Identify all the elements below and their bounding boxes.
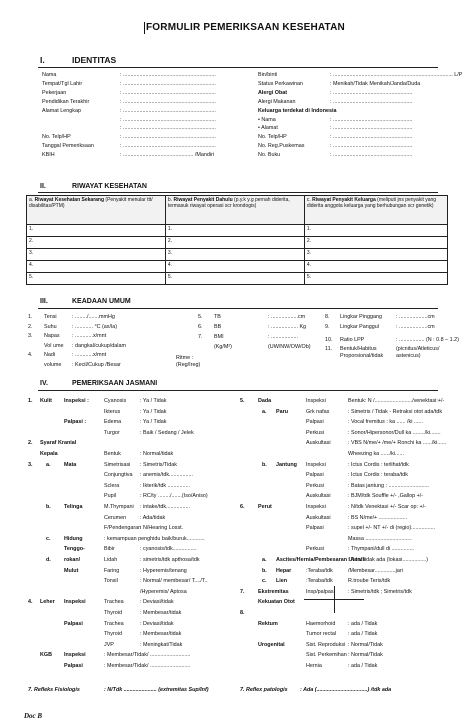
ku-number: 1. xyxy=(28,314,33,320)
jasmani-item: Cerumen xyxy=(104,514,127,521)
jasmani-region: b. xyxy=(262,461,267,468)
jasmani-value: : simetris/tdk apthosa/tdk xyxy=(140,557,200,563)
jasmani-region: Kepala xyxy=(40,451,58,457)
ku-number: 6. xyxy=(198,324,203,330)
riwayat-col-1-header: a. Riwayat Kesehatan Sekarang (Penyakit menular ttt/ disabilitas/PTM) xyxy=(27,196,166,225)
jasmani-region: Perut xyxy=(258,504,272,510)
section-1-title: IDENTITAS xyxy=(72,55,117,65)
jasmani-subregion: Inspeksi xyxy=(64,652,86,659)
riwayat-cell[interactable]: 4. xyxy=(304,261,447,273)
jasmani-value: : Normal/Tidak xyxy=(348,652,383,659)
jasmani-region: b. xyxy=(46,504,51,510)
jasmani-value: : RC/ty ......../.......(Iso/Aniso) xyxy=(140,493,208,500)
ku-label: TB xyxy=(214,314,221,320)
jasmani-region: d. xyxy=(46,557,51,563)
jasmani-item: Grk nafas xyxy=(306,408,330,415)
jasmani-value: : Ictus Cordis : teraba/tdk xyxy=(348,472,408,479)
riwayat-cell[interactable]: 5. xyxy=(304,273,447,285)
riwayat-cell[interactable]: 1. xyxy=(165,225,304,237)
ku-value: astenicus) xyxy=(396,353,421,359)
jasmani-subregion: Palpasi xyxy=(64,620,83,627)
jasmani-number: 7. xyxy=(240,588,245,595)
ku-label: Bentuk/Habitus xyxy=(340,346,377,352)
identitas-right-label: • Nama xyxy=(258,116,276,123)
riwayat-table xyxy=(26,195,448,285)
jasmani-value: : Normal/Tidak xyxy=(348,641,383,648)
jasmani-value: /Hyperemis/ Aptosa xyxy=(140,588,187,595)
identitas-left-label: Nama xyxy=(42,72,57,78)
jasmani-value: : Vocal fremitus : ka ...... /ki ...... xyxy=(348,419,423,426)
jasmani-value: : N/tdk Venektasi +/- Scar op: +/- xyxy=(348,504,426,510)
jasmani-value: : ada / Tidak xyxy=(348,620,378,627)
jasmani-value: : Ya / Tidak xyxy=(140,398,167,404)
identitas-right-value: : ..................................................... xyxy=(330,98,413,105)
riwayat-cell[interactable]: 5. xyxy=(165,273,304,285)
identitas-right-value: : ..................................................... xyxy=(330,125,413,132)
section-4-number: IV. xyxy=(40,380,48,387)
jasmani-number: 4. xyxy=(28,599,33,606)
ku-label: Proporsional/tidak xyxy=(340,353,384,359)
identitas-right-label: Bin/binti xyxy=(258,72,278,78)
jasmani-item: Auskultasi xyxy=(306,514,331,521)
jasmani-value: : supel +/- NT +/- di (regio)................ xyxy=(348,525,436,532)
jasmani-value: : anemis/tdk................ xyxy=(140,472,194,479)
jasmani-item: Faring xyxy=(104,567,120,574)
jasmani-value: R.troube Teris/tdk xyxy=(348,578,391,585)
jasmani-region: Syaraf Kranial xyxy=(40,440,77,447)
jasmani-value: : ada / Tidak xyxy=(348,631,378,638)
jasmani-region: Ekstremitas xyxy=(258,588,289,595)
jasmani-value: : Baik / Sedang / Jelek xyxy=(140,429,194,436)
jasmani-item: Sist. Perkemihan xyxy=(306,652,347,659)
section-4-rule xyxy=(38,390,438,391)
jasmani-item: Sist. Reproduksi xyxy=(306,641,346,648)
jasmani-subregion: Inspeksi xyxy=(64,599,86,606)
jasmani-item: Inspeksi xyxy=(306,398,326,404)
ku-label: Ratio LPP xyxy=(340,337,365,343)
ku-label: Lingkar Panggul xyxy=(340,324,379,330)
section-1-number: I. xyxy=(40,55,45,65)
jasmani-value: : Membesar/tidak xyxy=(140,610,182,616)
identitas-left-label: Tempat/Tgl Lahir xyxy=(42,80,83,87)
identitas-right-value: : ..................................................... xyxy=(330,152,413,159)
jasmani-item: Palpasi xyxy=(306,419,324,426)
refleks-patologis-label: 7. Reflex patologis xyxy=(240,687,288,693)
section-2-rule xyxy=(38,192,438,193)
jasmani-region: Kulit xyxy=(40,398,52,404)
jasmani-region: c. xyxy=(46,535,51,542)
ku-value: (picnitus/Atleticus/ xyxy=(396,346,440,352)
identitas-left-value: : .............................................................. xyxy=(120,134,216,141)
jasmani-item: Perkusi xyxy=(306,429,324,436)
ku-value: : ...................cm xyxy=(396,314,435,320)
identitas-right-label: No. Reg.Puskemas xyxy=(258,143,305,150)
jasmani-value: : intake/tdk................ xyxy=(140,504,191,510)
ku-value: : ......../.......mmHg xyxy=(72,314,115,320)
jasmani-item: : Membesar/Tidak/ ........................... xyxy=(104,652,191,659)
jasmani-number: 2. xyxy=(28,440,33,447)
ku-number: 11. xyxy=(325,346,333,352)
jasmani-value: : Ada/tidak xyxy=(140,514,166,521)
jasmani-region: a. xyxy=(262,408,267,415)
jasmani-item: Thyroid xyxy=(104,610,122,616)
jasmani-value: : Normal/ membesar/ T..../T.. xyxy=(140,578,208,585)
jasmani-value: : BS N/me/+ ................... xyxy=(348,514,408,521)
jasmani-item: Inspeksi xyxy=(306,504,326,510)
ku-value: : .................. xyxy=(268,334,298,340)
jasmani-subregion: Lien xyxy=(276,578,288,585)
jasmani-region: Dada xyxy=(258,398,272,404)
jasmani-number: 3. xyxy=(28,461,33,468)
identitas-left-value: : .............................................................. xyxy=(120,80,216,87)
jasmani-item: Insp/palpasi xyxy=(306,588,335,595)
identitas-right-label: Keluarga terdekat di Indonesia xyxy=(258,107,337,114)
ku-number: 3. xyxy=(28,333,33,340)
jasmani-item: Inspeksi xyxy=(306,461,326,468)
jasmani-item: Edema xyxy=(104,419,122,426)
jasmani-subregion: Ascites/Hernia/Pembesaran Uterus xyxy=(276,557,366,563)
section-3-title: KEADAAN UMUM xyxy=(72,298,131,305)
ku-number: 4. xyxy=(28,352,33,359)
jasmani-region: Kekuatan Otot xyxy=(258,599,295,606)
section-1-rule xyxy=(38,67,438,68)
identitas-left-value: : .............................................................. xyxy=(120,98,216,105)
ku-number: 2. xyxy=(28,323,33,330)
riwayat-col-2-header: b. Riwayat Penyakit Dahulu (p.y.k y.g pernah diderita, termasuk riwayat operasi scr krondogis) xyxy=(165,196,304,225)
riwayat-cell[interactable]: 1. xyxy=(304,225,447,237)
jasmani-value: : Ada/Tidak ada (lokasi................) xyxy=(348,557,429,563)
identitas-right-value: : ..................................................... xyxy=(330,134,413,141)
jasmani-item: Pupil xyxy=(104,493,116,500)
jasmani-region: a. xyxy=(46,461,51,468)
section-3-number: III. xyxy=(40,298,48,305)
jasmani-item: Sclera xyxy=(104,482,120,489)
jasmani-number: 8. xyxy=(240,610,245,616)
identitas-right-value: : ..................................................... xyxy=(330,116,413,123)
jasmani-value: : Hyperemis/tenang xyxy=(140,567,187,574)
riwayat-cell[interactable]: 3. xyxy=(304,249,447,261)
jasmani-value: : Deviasi/tidak xyxy=(140,599,174,606)
jasmani-region: c. xyxy=(262,578,267,585)
identitas-right-label: Status Perkawinan xyxy=(258,80,303,87)
riwayat-cell[interactable]: 3. xyxy=(165,249,304,261)
jasmani-item: Thyroid xyxy=(104,631,122,638)
identitas-left-value: : .............................................................. xyxy=(120,89,216,96)
ku-value: (UW/NW/OW/Ob) xyxy=(268,344,311,350)
jasmani-value: : Ya / Tidak xyxy=(140,419,167,426)
jasmani-number: 6. xyxy=(240,504,245,510)
ku-number: 9. xyxy=(325,324,330,330)
identitas-right-label: • Alamat xyxy=(258,125,278,132)
jasmani-value: : cyanosis/tdk................ xyxy=(140,546,197,553)
jasmani-item: Lidah xyxy=(104,557,118,563)
jasmani-value: Wheezing ka ....../ki...... xyxy=(348,451,405,457)
identitas-right-label: Alergi Makanan xyxy=(258,98,296,105)
jasmani-region: Leher xyxy=(40,599,55,606)
jasmani-item: Trachea xyxy=(104,620,124,627)
ku-label: Suhu xyxy=(44,323,57,330)
identitas-left-label: Tanggal Pemeriksaan xyxy=(42,143,94,150)
jasmani-subregion: Tenggo- xyxy=(64,546,85,553)
riwayat-cell[interactable]: 4. xyxy=(27,261,166,273)
jasmani-value: Massa ............................... xyxy=(348,535,412,542)
riwayat-cell[interactable]: 2. xyxy=(165,237,304,249)
identitas-left-label: Pendidikan Terakhir xyxy=(42,98,90,105)
ku-label: Lingkar Pinggang xyxy=(340,314,382,320)
identitas-left-label: No. Telp/HP xyxy=(42,134,71,141)
jasmani-value: /Membesar..............jari xyxy=(348,567,403,574)
ritme-label: Ritme : xyxy=(176,355,194,361)
section-2-title: RIWAYAT KESEHATAN xyxy=(72,183,147,190)
riwayat-col-3-header: c. Riwayat Penyakit Keluarga (meliputi jns penyakit yang diderita anggota keluarga yang berhubungan scr genetik) xyxy=(304,196,447,225)
jasmani-item: Hernia xyxy=(306,663,322,669)
identitas-right-label: No. Buku xyxy=(258,152,281,159)
riwayat-cell[interactable]: 2. xyxy=(304,237,447,249)
identitas-left-label: KBIH xyxy=(42,152,55,159)
refleks-patologis-value: : Ada (..................................) /tdk ada xyxy=(300,687,392,693)
ku-label: BB xyxy=(214,324,222,330)
riwayat-cell[interactable]: 1. xyxy=(27,225,166,237)
jasmani-item: M.Thympani xyxy=(104,504,134,510)
identitas-left-value: : ............................................... /Mandiri xyxy=(120,152,215,159)
identitas-left-value: : .............................................................. xyxy=(120,116,216,123)
identitas-left-label: Alamat Lengkap xyxy=(42,107,81,114)
jasmani-value: : Deviasi/tidak xyxy=(140,620,174,627)
ku-number: 7. xyxy=(198,334,203,340)
identitas-right-value: : ..................................................... xyxy=(330,143,413,150)
jasmani-subregion: Hidung xyxy=(64,535,83,542)
form-title: FORMULIR PEMERIKSAAN KESEHATAN xyxy=(146,22,345,33)
identitas-left-value: : .............................................................. xyxy=(120,143,216,150)
jasmani-item: Perkusi xyxy=(306,482,324,489)
ku-label: Tensi xyxy=(44,314,57,320)
ku-value: : .................. Kg xyxy=(268,324,307,330)
jasmani-value: : ada / Tidak xyxy=(348,663,378,669)
jasmani-value: : VBS N/me/+ /me/+ Ronchi ka ....../ki...... xyxy=(348,440,447,447)
jasmani-value: : Ya / Tidak xyxy=(140,408,167,415)
jasmani-item: Turgor xyxy=(104,429,120,436)
jasmani-subregion: Hepar xyxy=(276,567,292,574)
jasmani-item: :Teraba/tdk xyxy=(306,567,333,574)
identitas-right-label: No. Telp/HP xyxy=(258,134,287,141)
ku-value: : ............x/mnt xyxy=(72,352,107,359)
title-cursor xyxy=(144,22,145,34)
ku-number: 8. xyxy=(325,314,330,320)
jasmani-value: : Ictus Cordis : terlihat/tdk xyxy=(348,461,409,468)
jasmani-subregion: Mata xyxy=(64,461,77,468)
jasmani-item: Auskultasi xyxy=(306,440,331,447)
jasmani-value: : Simetris/Tidak xyxy=(140,461,177,468)
jasmani-value: : Membesar/tidak xyxy=(140,631,182,638)
jasmani-item: F/Pendengaran xyxy=(104,525,142,532)
jasmani-region: KGB xyxy=(40,652,52,659)
ku-value: : ................. (N : 0.8 – 1.2) xyxy=(396,337,459,343)
jasmani-subregion: Palpasi : xyxy=(64,419,87,426)
jasmani-region: Urogenital xyxy=(258,641,285,648)
jasmani-item: Ikterus xyxy=(104,408,121,415)
refleks-fisiologis-value: : N/Tdk ...................... (extremitas Sup/Inf) xyxy=(104,687,209,693)
jasmani-subregion: Jantung xyxy=(276,461,297,468)
identitas-right-value: : ..................................................... xyxy=(330,89,413,96)
jasmani-item: Cyanosis xyxy=(104,398,127,404)
jasmani-item: Tumor rectal xyxy=(306,631,337,638)
ku-label: Napas xyxy=(44,333,60,340)
kekuatan-otot-cross-v xyxy=(334,586,335,613)
jasmani-value: : N/Hearing Losst. xyxy=(140,525,184,532)
riwayat-cell[interactable]: 4. xyxy=(165,261,304,273)
jasmani-value: Bentuk: N /........................./venektasi:+/- xyxy=(348,398,445,404)
jasmani-item: Conjungtiva xyxy=(104,472,133,479)
jasmani-item: Palpasi xyxy=(306,472,324,479)
identitas-right-value: : Menikah/Tidak Menikah/Janda/Duda xyxy=(330,80,421,87)
jasmani-item: Simetrisasi xyxy=(104,461,131,468)
jasmani-value: : Batas jantung : ........................... xyxy=(348,482,429,489)
identitas-left-value: : .............................................................. xyxy=(120,125,216,132)
ritme-value: (Reg/Ireg) xyxy=(176,362,201,368)
jasmani-item: : Membesar/Tidak/ ........................... xyxy=(104,663,191,669)
ku-label: Nadi xyxy=(44,352,56,359)
jasmani-subregion: Paru xyxy=(276,408,288,415)
identitas-left-value: : .............................................................. xyxy=(120,72,216,78)
jasmani-item: Perkusi xyxy=(306,546,324,553)
ku-value: : ...................cm xyxy=(396,324,435,330)
jasmani-region: b. xyxy=(262,567,267,574)
jasmani-subregion: Palpasi xyxy=(64,663,83,669)
jasmani-value: : Simetris/tdk ; Simetris/tdk xyxy=(348,588,412,595)
jasmani-item: Bentuk xyxy=(104,451,121,457)
jasmani-subregion: Telinga xyxy=(64,504,83,510)
jasmani-item: Haemorhoid xyxy=(306,620,336,627)
footer-doc-label: Doc B xyxy=(24,712,43,720)
riwayat-cell[interactable]: 5. xyxy=(27,273,166,285)
ku-label: (Kg/M²) xyxy=(214,344,232,350)
jasmani-subregion: rokan/ xyxy=(64,557,81,563)
jasmani-subregion: Mulut xyxy=(64,567,79,574)
ku-value: : ............ °C (ax/la) xyxy=(72,323,117,330)
jasmani-value: : Meningkat/Tidak xyxy=(140,641,183,648)
riwayat-cell[interactable]: 3. xyxy=(27,249,166,261)
ku-value: : ..................cm xyxy=(268,314,306,320)
identitas-left-value: : .............................................................. xyxy=(120,107,216,114)
ku-value: : dangkal/cukup/dalam xyxy=(72,342,126,349)
jasmani-number: 5. xyxy=(240,398,245,404)
refleks-fisiologis-label: 7. Refleks Fisiologis xyxy=(28,687,80,693)
jasmani-value: : Thympani/dull di ............... xyxy=(348,546,415,553)
jasmani-item: JVP xyxy=(104,641,114,648)
jasmani-region: Rektum xyxy=(258,620,278,627)
jasmani-region: a. xyxy=(262,557,267,563)
jasmani-item: Trachea xyxy=(104,599,124,606)
ku-value: : Kecil/Cukup /Besar xyxy=(72,362,121,368)
jasmani-item: Auskultasi xyxy=(306,493,331,500)
jasmani-value: : Ikterik/tdk ............... xyxy=(140,482,191,489)
identitas-left-label: Pekerjaan xyxy=(42,89,67,96)
riwayat-cell[interactable]: 2. xyxy=(27,237,166,249)
jasmani-number: 1. xyxy=(28,398,33,404)
jasmani-item: Bibir xyxy=(104,546,115,553)
ku-label: Vol ume xyxy=(44,342,64,349)
jasmani-value: : Simetris / Tidak - Retraksi otot ada/tdk xyxy=(348,408,443,415)
jasmani-subregion: Inspeksi : xyxy=(64,398,89,404)
jasmani-item: : kemampuan penghidu baik/buruk............ xyxy=(104,535,205,542)
identitas-right-value: : ................................................................................ L/P xyxy=(330,72,463,78)
jasmani-value: : BJM/tdk Souffle +/- ,Gallop +/- xyxy=(348,493,424,500)
ku-number: 5. xyxy=(198,314,203,320)
jasmani-item: :Teraba/tdk xyxy=(306,578,333,585)
ku-label: BMI xyxy=(214,334,224,340)
jasmani-item: Tonsil xyxy=(104,578,118,585)
jasmani-value: : Sonor/Hipersonor/Dull ka ......../ki....... xyxy=(348,429,441,436)
jasmani-value: : Normal/tidak xyxy=(140,451,174,457)
identitas-right-label: Alergi Obat xyxy=(258,89,288,96)
jasmani-item: Palpasi xyxy=(306,525,324,532)
ku-number: 10. xyxy=(325,337,333,343)
section-3-rule xyxy=(38,308,438,309)
section-2-number: II. xyxy=(40,183,46,190)
ku-value: : ............x/mnt xyxy=(72,333,107,340)
section-4-title: PEMERIKSAAN JASMANI xyxy=(72,380,158,387)
ku-label: volume xyxy=(44,362,62,368)
